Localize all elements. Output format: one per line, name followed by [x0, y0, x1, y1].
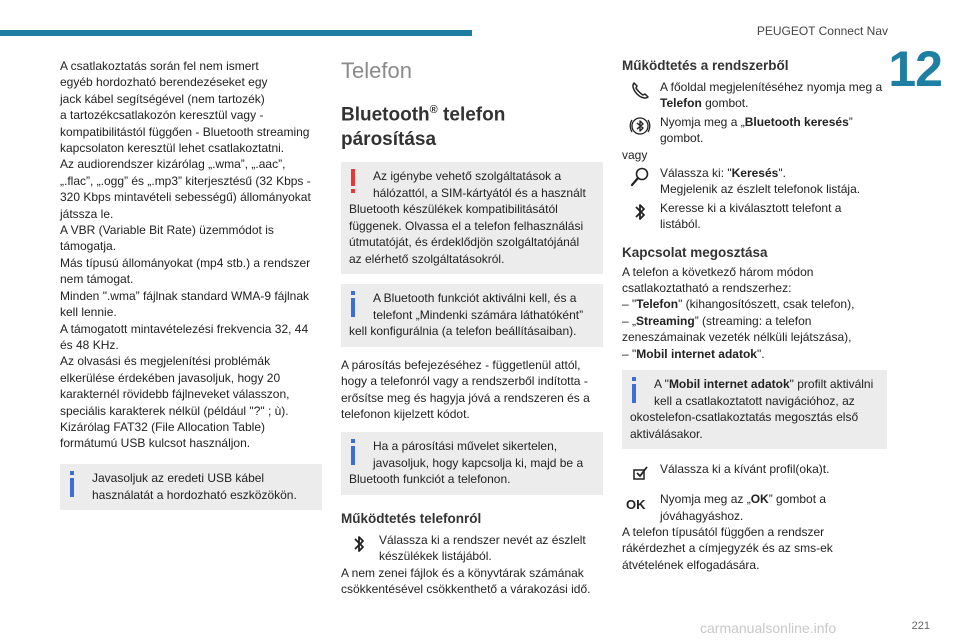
text-line: Az olvasási és megjelenítési problémák: [60, 354, 271, 369]
step-phone-button: A főoldal megjelenítéséhez nyomja meg a Telefon gombot.: [622, 79, 887, 112]
info-icon: [349, 439, 357, 465]
info-icon: [349, 291, 357, 317]
column-1: [60, 58, 322, 510]
text-line: elkerülése érdekében javasoljuk, hogy 20: [60, 370, 281, 385]
header-accent-bar: [0, 30, 472, 36]
text-line: és 48 KHz.: [60, 337, 119, 352]
section-title: Telefon: [341, 58, 412, 83]
step-select-profiles: Válassza ki a kívánt profil(oka)t.: [622, 461, 887, 487]
step-bluetooth-search: Nyomja meg a „Bluetooth keresés” gombot.: [622, 114, 887, 147]
info-icon: [68, 471, 76, 497]
text-line: Kizárólag FAT32 (File Allocation Table): [60, 419, 265, 434]
col1-text: [60, 58, 322, 452]
column-2: [341, 58, 603, 598]
heading-phone-operation: Működtetés telefonról: [341, 510, 482, 526]
text-line: A támogatott mintavételezési frekvencia 32, 44: [60, 321, 309, 336]
text-line: „.flac”, „.ogg” és „.mp3” kiterjesztésű (32 Kbps -: [60, 173, 311, 188]
text-line: Más típusú állományokat (mp4 stb.) a rendszer: [60, 255, 311, 270]
bluetooth-icon: [347, 532, 371, 556]
bluetooth-search-icon: [628, 114, 652, 138]
warning-callout: Az igénybe vehető szolgáltatások a hálózattól, a SIM-kártyától és a használt Bluetooth készülékek kompatibilitásától függenek. Olvassa el a telefon felhasználási útmutatóját, és érdeklődjön szolgáltatójánál az elérhető szolgáltatásokról.: [341, 162, 603, 274]
text-line: támogatja.: [60, 239, 117, 254]
step-ok: OK Nyomja meg az „OK” gombot a jóváhagyáshoz.: [626, 492, 827, 523]
wait-time-note: A nem zenei fájlok és a könyvtárak számának csökkentésével csökkenthető a várakozási idő.: [341, 565, 591, 597]
ok-icon: OK: [626, 497, 646, 513]
text-line: egyéb hordozható berendezéseket egy: [60, 75, 268, 90]
phone-handset-icon: [628, 79, 652, 103]
pairing-paragraph: A párosítás befejezéséhez - függetlenül attól, hogy a telefonról vagy a rendszerből indította - erősítse meg és hagyja jóvá a rendszeren és a telefonon kijelzett kódot.: [341, 357, 590, 422]
text-line: kapcsolaton keresztül lehet csatlakoztatni.: [60, 141, 285, 156]
step-search: Válassza ki: "Keresés". Megjelenik az észlelt telefonok listája.: [622, 165, 887, 198]
text-line: kell lennie.: [60, 305, 117, 320]
checkbox-icon: [628, 461, 652, 485]
step-select-system: Válassza ki a rendszer nevét az észlelt készülékek listájából.: [341, 532, 603, 565]
heading-bluetooth-pairing: Bluetooth® telefon párosítása: [341, 104, 506, 151]
info-callout-bluetooth: A Bluetooth funkciót aktiválni kell, és a telefont „Mindenki számára láthatóként” kell konfigurálnia (a telefon beállításaiban).: [341, 284, 603, 347]
step-select-phone: Keresse ki a kiválasztott telefont a listából.: [622, 200, 887, 233]
heading-system-operation: Működtetés a rendszerből: [622, 58, 789, 73]
text-line: jack kábel segítségével (nem tartozék): [60, 91, 265, 106]
heading-connection-sharing: Kapcsolat megosztása: [622, 244, 768, 260]
text-line: speciális karakterek nélkül (például "?" ; ù).: [60, 403, 289, 418]
text-line: 320 Kbps mintavételi sebességű) állományokat: [60, 190, 311, 205]
text-line: kompatibilitástól függően - Bluetooth streaming: [60, 124, 310, 139]
text-line: A csatlakoztatás során fel nem ismert: [60, 59, 259, 73]
chapter-number: 12: [888, 41, 942, 97]
bluetooth-icon: [628, 200, 652, 224]
info-callout-mobile-data: A "Mobil internet adatok" profilt aktiválni kell a csatlakoztatott navigációhoz, az okostelefon-csatlakoztatás megosztás első aktiválásakor.: [622, 370, 887, 449]
info-callout-usb: [60, 464, 322, 510]
watermark: carmanualsonline.info: [700, 620, 837, 636]
info-icon: [630, 377, 638, 403]
magnifier-icon: [628, 165, 652, 189]
text-line: játssza le.: [60, 206, 114, 221]
text-line: A VBR (Variable Bit Rate) üzemmódot is: [60, 223, 274, 238]
text-line: karakternél rövidebb fájlneveket válasszon,: [60, 387, 290, 402]
text-line: formátumú USB kulcsot használjon.: [60, 436, 251, 451]
page-number: 221: [911, 620, 930, 632]
text-line: nem támogat.: [60, 272, 134, 287]
sharing-list: A telefon a következő három módon csatlakoztatható a rendszerhez: – "Telefon" (kihangosítószett, csak telefon), – „Streaming” (streaming: a telefon zeneszámainak vezeték nélküli lejátszása), – "Mobil internet adatok".: [622, 264, 855, 361]
text-line: Az audiorendszer kizárólag „.wma”, „.aac”,: [60, 157, 286, 172]
warning-icon: [349, 169, 357, 195]
info-callout-failed: Ha a párosítási művelet sikertelen, javasoljuk, hogy kapcsolja ki, majd be a Bluetooth funkciót a telefonon.: [341, 432, 603, 495]
column-3: [622, 58, 887, 573]
phonebook-note: A telefon típusától függően a rendszer rákérdezhet a címjegyzék és az sms-ek átvételének elfogadására.: [622, 524, 833, 572]
callout-text: Javasoljuk az eredeti USB kábel: [92, 471, 265, 485]
callout-text: használatát a hordozható eszközökön.: [92, 487, 297, 502]
or-text: vagy: [622, 147, 648, 162]
header-title: PEUGEOT Connect Nav: [756, 24, 888, 38]
text-line: Minden ".wma” fájlnak standard WMA-9 fájlnak: [60, 288, 310, 303]
text-line: a tartozékcsatlakozón keresztül vagy -: [60, 108, 264, 123]
